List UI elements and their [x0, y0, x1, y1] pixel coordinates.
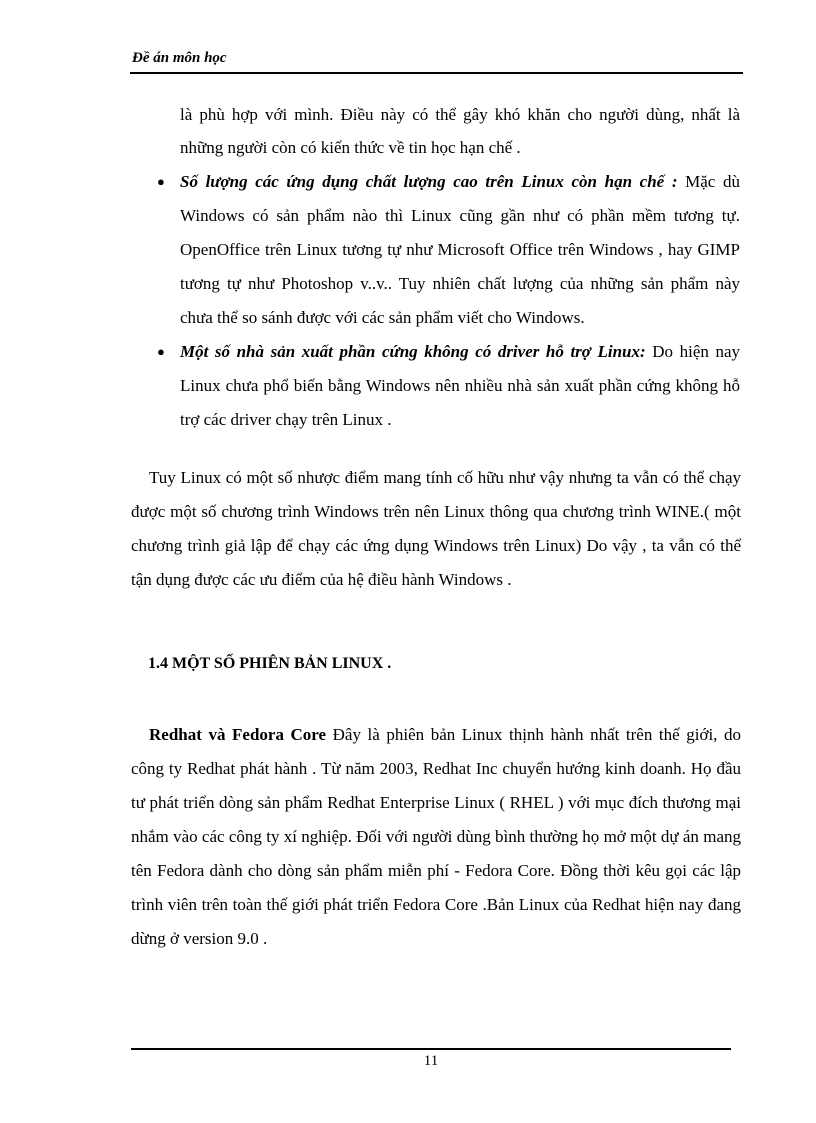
- section-heading: 1.4 MỘT SỐ PHIÊN BẢN LINUX .: [148, 655, 392, 672]
- bullet-icon: ●: [157, 344, 165, 359]
- bullet-lead: Số lượng các ứng dụng chất lượng cao trên Linux còn hạn chế :: [180, 172, 678, 191]
- paragraph: Tuy Linux có một số nhược điểm mang tính cố hữu như vậy nhưng ta vẫn có thể chạy được một số chương trình Windows trên nên Linux thông qua chương trình WINE.( một chương trình giả lập để chạy các ứng dụng Windows trên Linux) Do vậy , ta vẫn có thể tận dụng được các ưu điểm của hệ điều hành Windows .: [131, 468, 741, 589]
- page-number: 11: [423, 1053, 439, 1069]
- header-rule: [130, 72, 743, 74]
- paragraph: [131, 718, 741, 956]
- paragraph-text: Đây là phiên bản Linux thịnh hành nhất trên thế giới, do công ty Redhat phát hành . Từ năm 2003, Redhat Inc chuyển hướng kinh doanh. Họ đầu tư phát triển dòng sản phẩm Redhat Enterprise Linux ( RHEL ) với mục đích thương mại nhắm vào các công ty xí nghiệp. Đối với người dùng bình thường họ mở một dự án mang tên Fedora dành cho dòng sản phẩm miễn phí - Fedora Core. Đồng thời kêu gọi các lập trình viên trên toàn thế giới phát triển Fedora Core .Bản Linux của Redhat hiện nay đang dừng ở version 9.0 .: [131, 725, 741, 948]
- bullet-lead: Một số nhà sản xuất phần cứng không có driver hỗ trợ Linux:: [180, 342, 646, 361]
- bullet-text: Mặc dù Windows có sản phẩm nào thì Linux cũng gần như có phần mềm tương tự. OpenOffice trên Linux tương tự như Microsoft Office trên Windows , hay GIMP tương tự như Photoshop v..v.. Tuy nhiên chất lượng của những sản phẩm này chưa thể so sánh được với các sản phẩm viết cho Windows.: [180, 172, 740, 327]
- bullet-item: [155, 335, 740, 437]
- paragraph-lead: Redhat và Fedora Core: [149, 725, 327, 744]
- bullet-icon: ●: [157, 174, 165, 189]
- continuation-text: là phù hợp với mình. Điều này có thể gây khó khăn cho người dùng, nhất là những người còn có kiến thức về tin học hạn chế .: [180, 105, 740, 157]
- bullet-list: [155, 165, 740, 437]
- document-header-title: Đề án môn học: [132, 50, 227, 66]
- bullet-item: [155, 165, 740, 335]
- bullet-text: Do hiện nay Linux chưa phổ biến bằng Windows nên nhiều nhà sản xuất phần cứng không hỗ trợ các driver chạy trên Linux .: [180, 342, 740, 429]
- footer-rule: [131, 1048, 731, 1050]
